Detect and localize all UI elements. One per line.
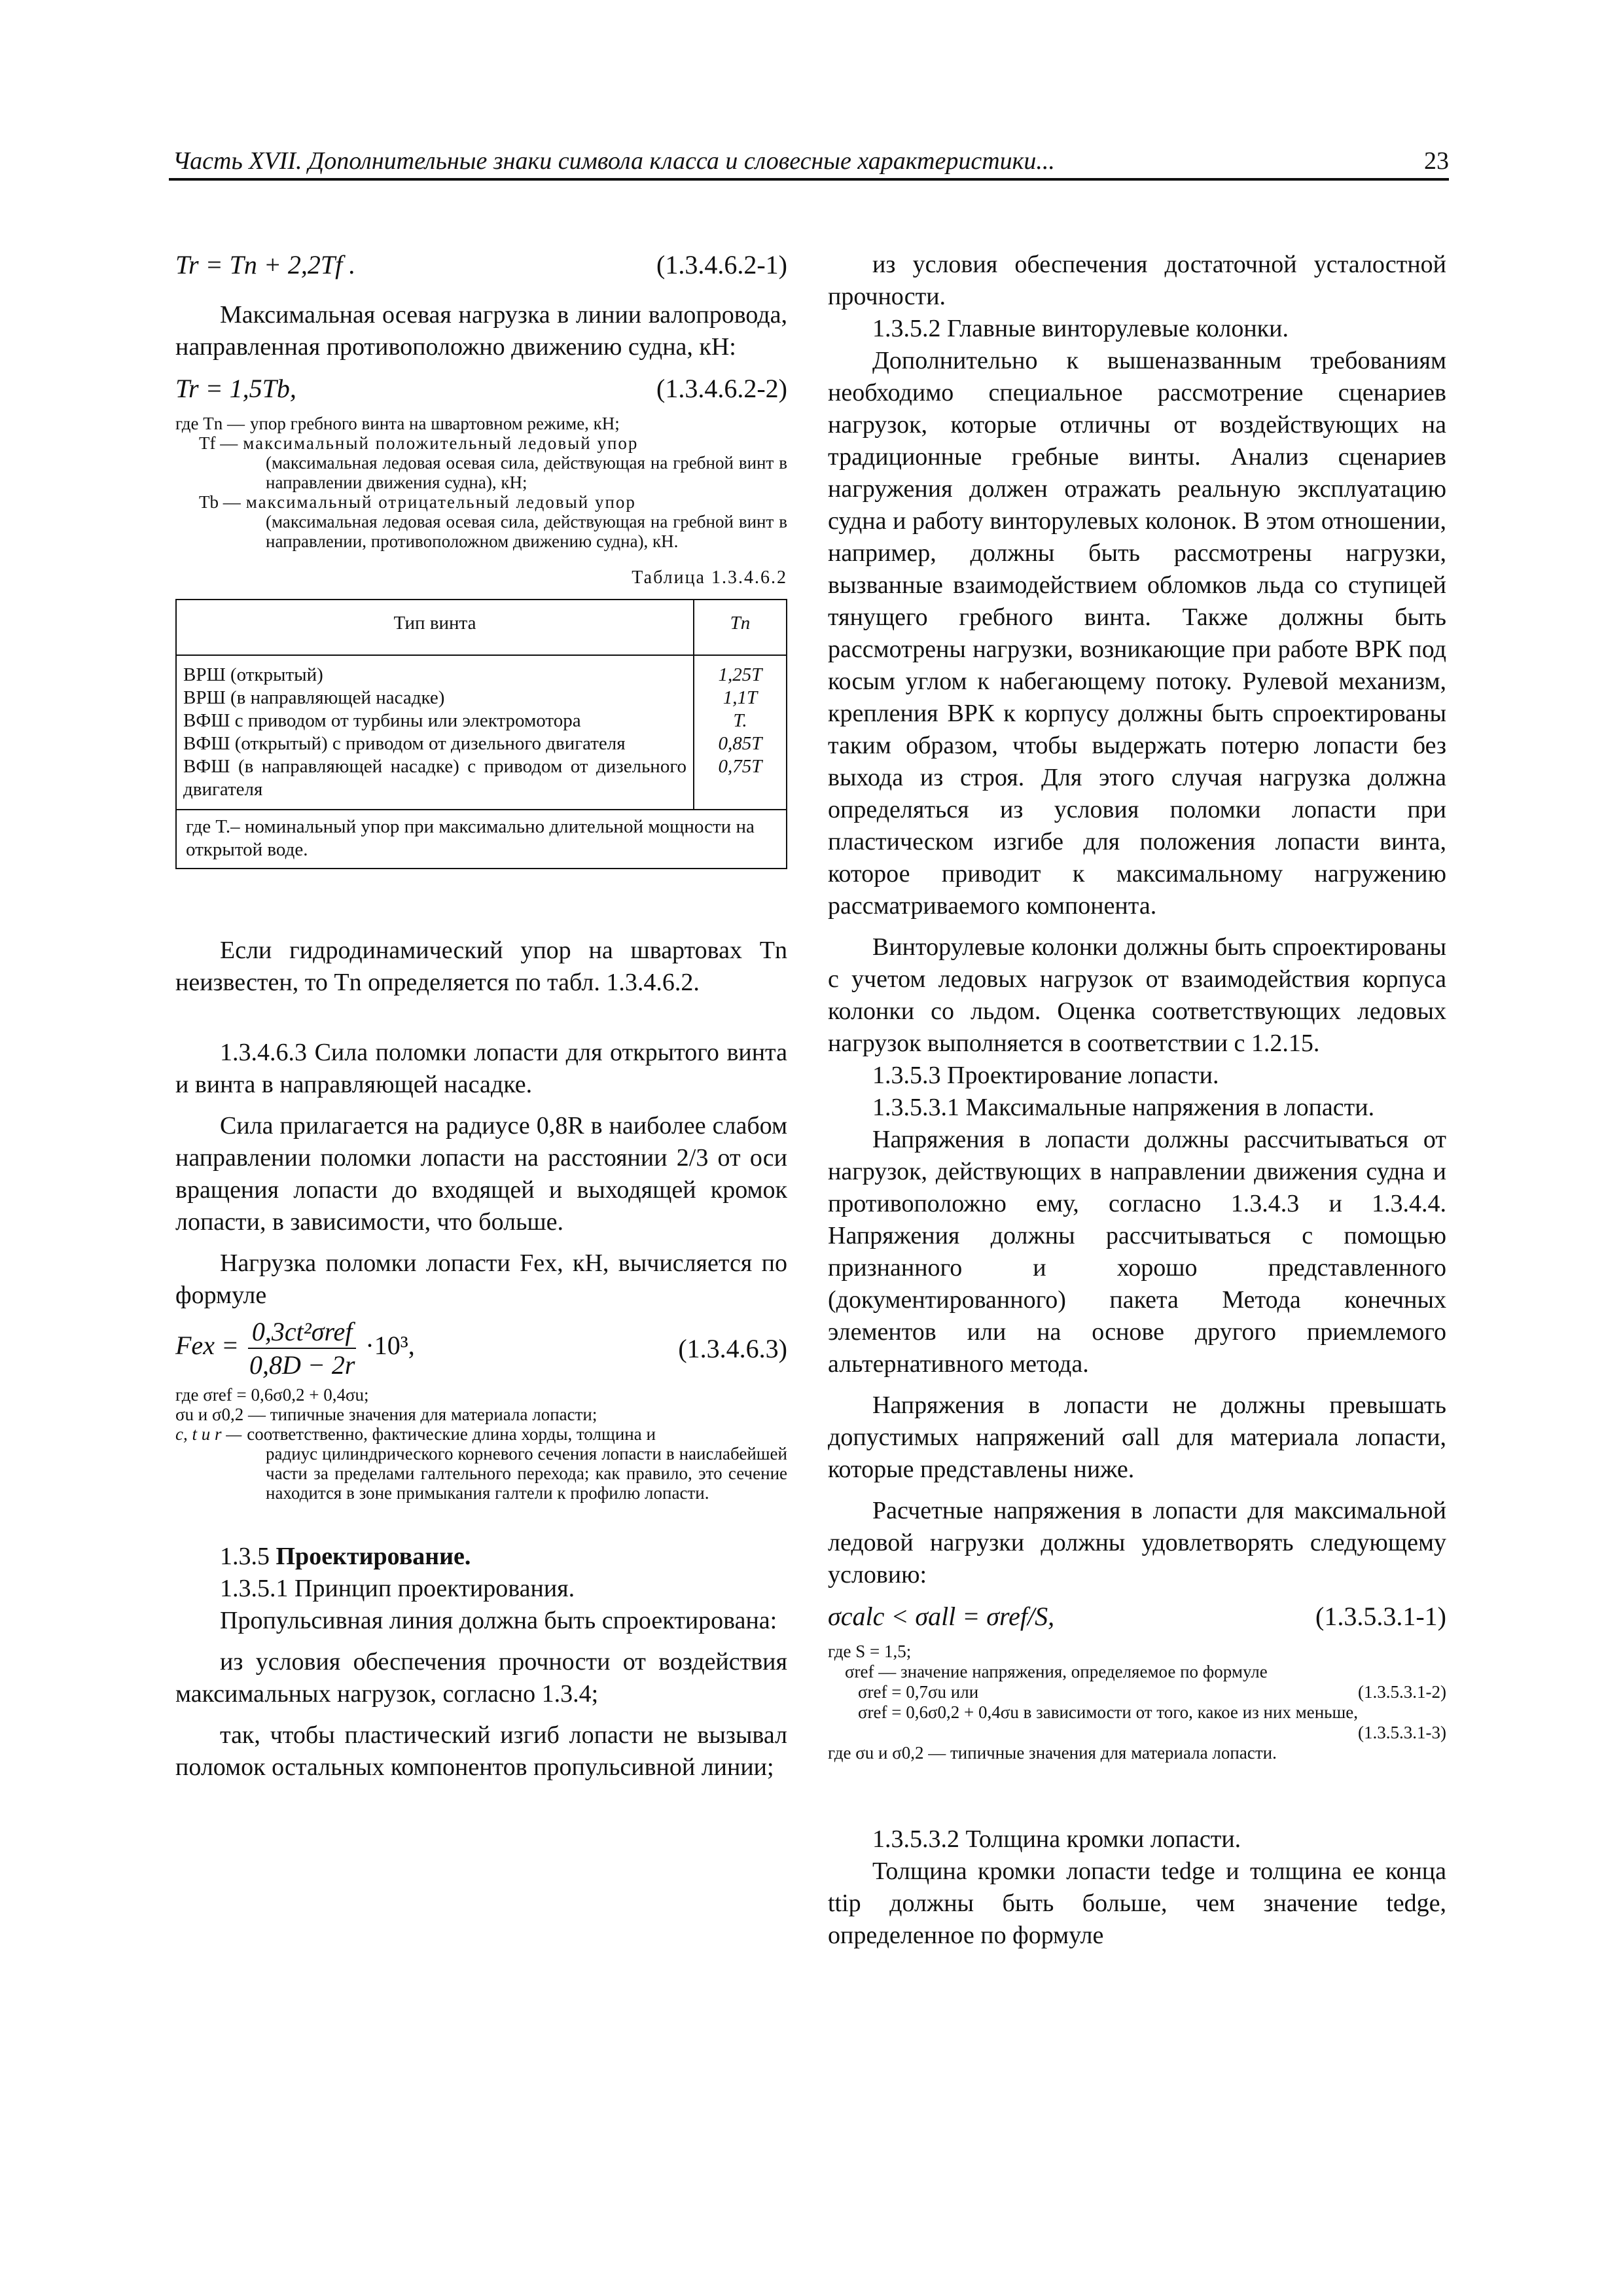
- table-note: где T.– номинальный упор при максимально длительной мощности на открытой воде.: [176, 810, 787, 869]
- definition-text-cont: (максимальная ледовая осевая сила, действующая на гребной винт в направлении, противоположном движению судна), кН.: [266, 512, 787, 551]
- definition-symbol: Tf —: [199, 433, 238, 453]
- paragraph-condition-bending: так, чтобы пластический изгиб лопасти не вызывал поломок остальных компонентов пропульсивной линии;: [175, 1721, 787, 1781]
- type-cell: [176, 655, 694, 810]
- definition-text: максимальный отрицательный ледовый упор: [245, 492, 636, 512]
- formula-number: (1.3.4.6.2-2): [656, 374, 787, 403]
- tn-value: 0,85T: [718, 733, 762, 754]
- table-row: ВРШ (открытый): [183, 664, 323, 685]
- running-header: [169, 137, 1449, 183]
- formula-number: (1.3.4.6.3): [678, 1333, 787, 1363]
- right-column: [828, 249, 1446, 1952]
- column-header-tn: Tn: [694, 600, 787, 655]
- definition-text: максимальный положительный ледовый упор: [243, 433, 639, 453]
- tn-value: 1,25T: [718, 664, 762, 685]
- header-rule: [169, 178, 1449, 181]
- paragraph-propulsion-line: Пропульсивная линия должна быть спроектирована:: [220, 1607, 777, 1634]
- section-1-3-5-3-1: 1.3.5.3.1 Максимальные напряжения в лопасти.: [872, 1094, 1375, 1121]
- formula-fraction: [245, 1316, 359, 1381]
- column-header-type: Тип винта: [176, 600, 694, 655]
- tn-value: 1,1T: [722, 687, 758, 708]
- formula-number: (1.3.5.3.1-1): [1315, 1602, 1446, 1631]
- definition-text-cont: радиус цилиндрического корневого сечения лопасти в наислабейшей части за пределами галтельного перехода; как правило, это сечение находится в зоне примыкания галтели к профилю лопасти.: [266, 1444, 787, 1503]
- section-1-3-5-1: 1.3.5.1 Принцип проектирования.: [220, 1575, 575, 1602]
- section-1-3-5-2: 1.3.5.2 Главные винторулевые колонки.: [872, 315, 1289, 342]
- definition-line: где S = 1,5;: [828, 1641, 912, 1661]
- paragraph-fatigue: из условия обеспечения достаточной усталостной прочности.: [828, 251, 1446, 310]
- section-1-3-4-6-3: 1.3.4.6.3 Сила поломки лопасти для открытого винта и винта в направляющей насадке.: [175, 1039, 787, 1098]
- table-note-row: [176, 810, 787, 869]
- section-1-3-5-3-2: 1.3.5.3.2 Толщина кромки лопасти.: [872, 1825, 1241, 1853]
- fraction-numerator: 0,3ct²σref: [248, 1316, 357, 1349]
- definition-line: где σu и σ0,2 — типичные значения для материала лопасти.: [828, 1743, 1277, 1763]
- formula-number: (1.3.5.3.1-3): [1358, 1723, 1446, 1742]
- left-column: [175, 249, 787, 1784]
- formula-1-3-4-6-2-1: [175, 249, 787, 281]
- page-number: 23: [1424, 147, 1449, 175]
- header-title: Часть XVII. Дополнительные знаки символа класса и словесные характеристики...: [173, 147, 1055, 175]
- table-row: ВФШ (в направляющей насадке) с приводом от дизельного двигателя: [183, 756, 687, 800]
- formula-number: (1.3.4.6.2-1): [656, 250, 787, 279]
- section-1-3-5: [175, 1541, 787, 1573]
- tn-cell: [694, 655, 787, 810]
- fraction-denominator: 0,8D − 2r: [249, 1350, 355, 1380]
- paragraph-force-application: Сила прилагается на радиусе 0,8R в наиболее слабом направлении поломки лопасти на расстоянии 2/3 от оси вращения лопасти до входящей и выходящей кромок лопасти, в зависимости, что больше.: [175, 1112, 787, 1236]
- formula-expression: Tr = 1,5Tb,: [175, 374, 296, 403]
- section-1-3-5-3: 1.3.5.3 Проектирование лопасти.: [872, 1062, 1219, 1089]
- paragraph-allowable-stress: Напряжения в лопасти не должны превышать допустимых напряжений σall для материала лопасти, которые представлены ниже.: [828, 1391, 1446, 1483]
- definition-symbol: где Tn —: [175, 414, 245, 433]
- definition-symbol: Tb —: [199, 492, 241, 512]
- where-definitions-stress: [175, 1385, 787, 1503]
- definition-line: где σref = 0,6σ0,2 + 0,4σu;: [175, 1385, 369, 1405]
- paragraph-blade-stress: Напряжения в лопасти должны рассчитываться от нагрузок, действующих в направлении движения судна и противоположно ему, согласно 1.3.4.3 и 1.3.4.4. Напряжения должны рассчитываться с помощью признанного и хорошо представленного (документированного) пакета Метода конечных элементов или на основе другого приемлемого альтернативного метода.: [828, 1126, 1446, 1378]
- formula-1-3-5-3-1-1: [828, 1600, 1446, 1632]
- table-row: ВФШ (открытый) с приводом от дизельного двигателя: [183, 733, 626, 754]
- paragraph-tn-unknown: Если гидродинамический упор на швартовах Tn неизвестен, то Tn определяется по табл. 1.3.4.6.2.: [175, 937, 787, 996]
- section-title: Проектирование.: [276, 1543, 471, 1570]
- definition-text: соответственно, фактические длина хорды, толщина и: [247, 1424, 656, 1444]
- where-definitions-thrust: [175, 414, 787, 551]
- formula-number: (1.3.5.3.1-2): [1358, 1682, 1446, 1702]
- paragraph-edge-thickness: Толщина кромки лопасти tedge и толщина ее конца ttip должны быть больше, чем значение tedge, определенное по формуле: [828, 1857, 1446, 1949]
- tn-value: T.: [733, 710, 747, 731]
- formula-multiplier: ·10³,: [365, 1331, 415, 1361]
- definition-text: σref = 0,7σu или: [858, 1682, 979, 1702]
- formula-lhs: Fex =: [175, 1331, 239, 1361]
- table-row: ВФШ с приводом от турбины или электромотора: [183, 710, 581, 731]
- paragraph-break-load: Нагрузка поломки лопасти Fex, кН, вычисляется по формуле: [175, 1249, 787, 1309]
- formula-expression: Tr = Tn + 2,2Tf .: [175, 250, 356, 279]
- formula-1-3-4-6-2-2: [175, 372, 787, 404]
- definition-line: σref — значение напряжения, определяемое по формуле: [845, 1662, 1268, 1681]
- definition-line: [828, 1682, 1446, 1702]
- where-definitions-sref: [828, 1641, 1446, 1763]
- tn-value: 0,75T: [718, 756, 762, 777]
- definition-line: σref = 0,6σ0,2 + 0,4σu в зависимости от того, какое из них меньше,: [858, 1702, 1359, 1722]
- table-row: ВРШ (в направляющей насадке): [183, 687, 445, 708]
- definition-text: упор гребного винта на швартовном режиме, кН;: [249, 414, 620, 433]
- propeller-type-table: [175, 599, 787, 869]
- section-number: 1.3.5: [220, 1543, 270, 1570]
- paragraph-axial-load: Максимальная осевая нагрузка в линии валопровода, направленная противоположно движению судна, кН:: [175, 301, 787, 361]
- paragraph-additional-scenarios: Дополнительно к вышеназванным требованиям необходимо специальное рассмотрение сценариев нагрузок, которые отличны от воздействующих на традиционные гребные винты. Анализ сценариев нагружения должен отражать реальную эксплуатацию судна и работу винторулевых колонок. В этом отношении, например, должны быть рассмотрены нагрузки, вызванные взаимодействием обломков льда со ступицей тянущего гребного винта. Также должны быть рассмотрены нагрузки, возникающие при работе ВРК под косым углом к набегающему потоку. Рулевой механизм, крепления ВРК к корпусу должны быть спроектированы таким образом, чтобы выдержать потерю лопасти без выхода из строя. Для этого случая нагрузка должна определяться из условия поломки лопасти при пластическом изгибе для положения лопасти винта, которое приводит к максимальному нагружению рассматриваемого компонента.: [828, 347, 1446, 920]
- definition-symbol: c, t и r —: [175, 1424, 242, 1444]
- paragraph-azimuth-columns: Винторулевые колонки должны быть спроектированы с учетом ледовых нагрузок от взаимодействия корпуса колонки со льдом. Оценка соответствующих ледовых нагрузок выполняется в соответствии с 1.2.15.: [828, 933, 1446, 1057]
- paragraph-condition-strength: из условия обеспечения прочности от воздействия максимальных нагрузок, согласно 1.3.4;: [175, 1648, 787, 1708]
- table-body: [176, 655, 787, 810]
- table-caption: Таблица 1.3.4.6.2: [632, 567, 787, 588]
- formula-expression: σcalc < σall = σref/S,: [828, 1602, 1055, 1631]
- table-header-row: [176, 600, 787, 655]
- formula-1-3-4-6-3: [175, 1316, 787, 1381]
- definition-line: σu и σ0,2 — типичные значения для материала лопасти;: [175, 1405, 597, 1424]
- definition-text-cont: (максимальная ледовая осевая сила, действующая на гребной винт в направлении движения судна), кН;: [266, 453, 787, 492]
- paragraph-calculated-stress: Расчетные напряжения в лопасти для максимальной ледовой нагрузки должны удовлетворять следующему условию:: [828, 1497, 1446, 1588]
